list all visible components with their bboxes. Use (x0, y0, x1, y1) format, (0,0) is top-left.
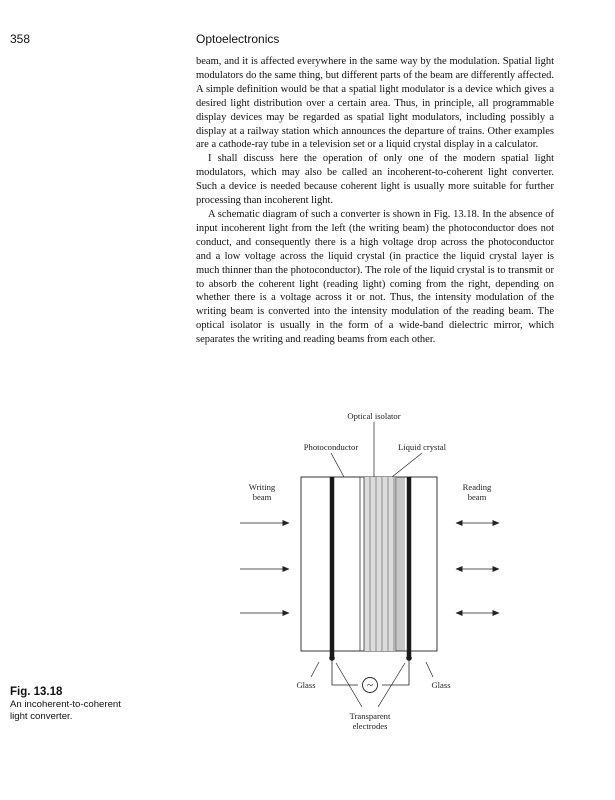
reading-beam-label-2: beam (467, 492, 487, 502)
glass-right-label: Glass (431, 680, 451, 690)
figure-caption (10, 686, 190, 723)
electrodes-label: Transparent (349, 711, 391, 721)
liquid-crystal-leader (392, 453, 422, 477)
glass-left-leader (311, 662, 319, 677)
electrodes-label-2: electrodes (352, 721, 388, 731)
reading-beam-label: Reading (462, 482, 492, 492)
page-number: 358 (10, 32, 31, 46)
circuit-wire-right (382, 658, 409, 685)
photoconductor-leader (331, 453, 344, 477)
paragraph: A schematic diagram of such a converter is shown in Fig. 13.18. In the absence of input incoherent light from the left (the writing beam) the photoconductor does not conduct, and consequently there is a high voltage drop across the photoconductor and a low voltage across the liquid crystal (in practice the liquid crystal layer is much thinner than the photoconductor). The role of the liquid crystal is to transmit or to absorb the coherent light (reading light) coming from the right, depending on whether there is a voltage across it or not. Thus, the intensity modulation of the writing beam is converted into the intensity modulation of the reading beam. The optical isolator is usually in the form of a wide-band dielectric mirror, which separates the writing and reading beams from each other. (196, 208, 554, 346)
liquid-crystal-label: Liquid crystal (398, 442, 446, 452)
writing-beam-label: Writing (248, 482, 276, 492)
glass-left-label: Glass (296, 680, 316, 690)
optical-isolator-label: Optical isolator (347, 411, 401, 421)
glass-right-leader (426, 662, 433, 677)
body-text (196, 55, 554, 347)
liquid-crystal-layer (364, 477, 396, 651)
caption-label: Fig. 13.18 (10, 686, 63, 698)
running-head (10, 32, 600, 50)
paragraph: beam, and it is affected everywhere in the same way by the modulation. Spatial light modulators do the same thing, but different parts of the beam are differently affected. A simple definition would be that a spatial light modulator is a device which gives a desired light distribution over a certain area. Thus, in principle, all programmable display devices may be regarded as spatial light modulators, including possibly a display at a railway station which announces the departure of trains. Other examples are a cathode-ray tube in a television set or a liquid crystal display in a calculator. (196, 56, 554, 151)
paragraph: I shall discuss here the operation of only one of the modern spatial light modulators, which may also be called an incoherent-to-coherent light converter. Such a device is needed because coherent light is usually more suitable for further processing than incoherent light. (196, 153, 554, 207)
section-title: Optoelectronics (196, 32, 280, 46)
writing-beam-label-2: beam (252, 492, 272, 502)
circuit-wire-left (332, 658, 358, 685)
ac-source-symbol: ~ (367, 679, 373, 692)
caption-text: An incoherent-to-coherent light converter. (10, 699, 121, 722)
photoconductor-label: Photoconductor (303, 442, 359, 452)
